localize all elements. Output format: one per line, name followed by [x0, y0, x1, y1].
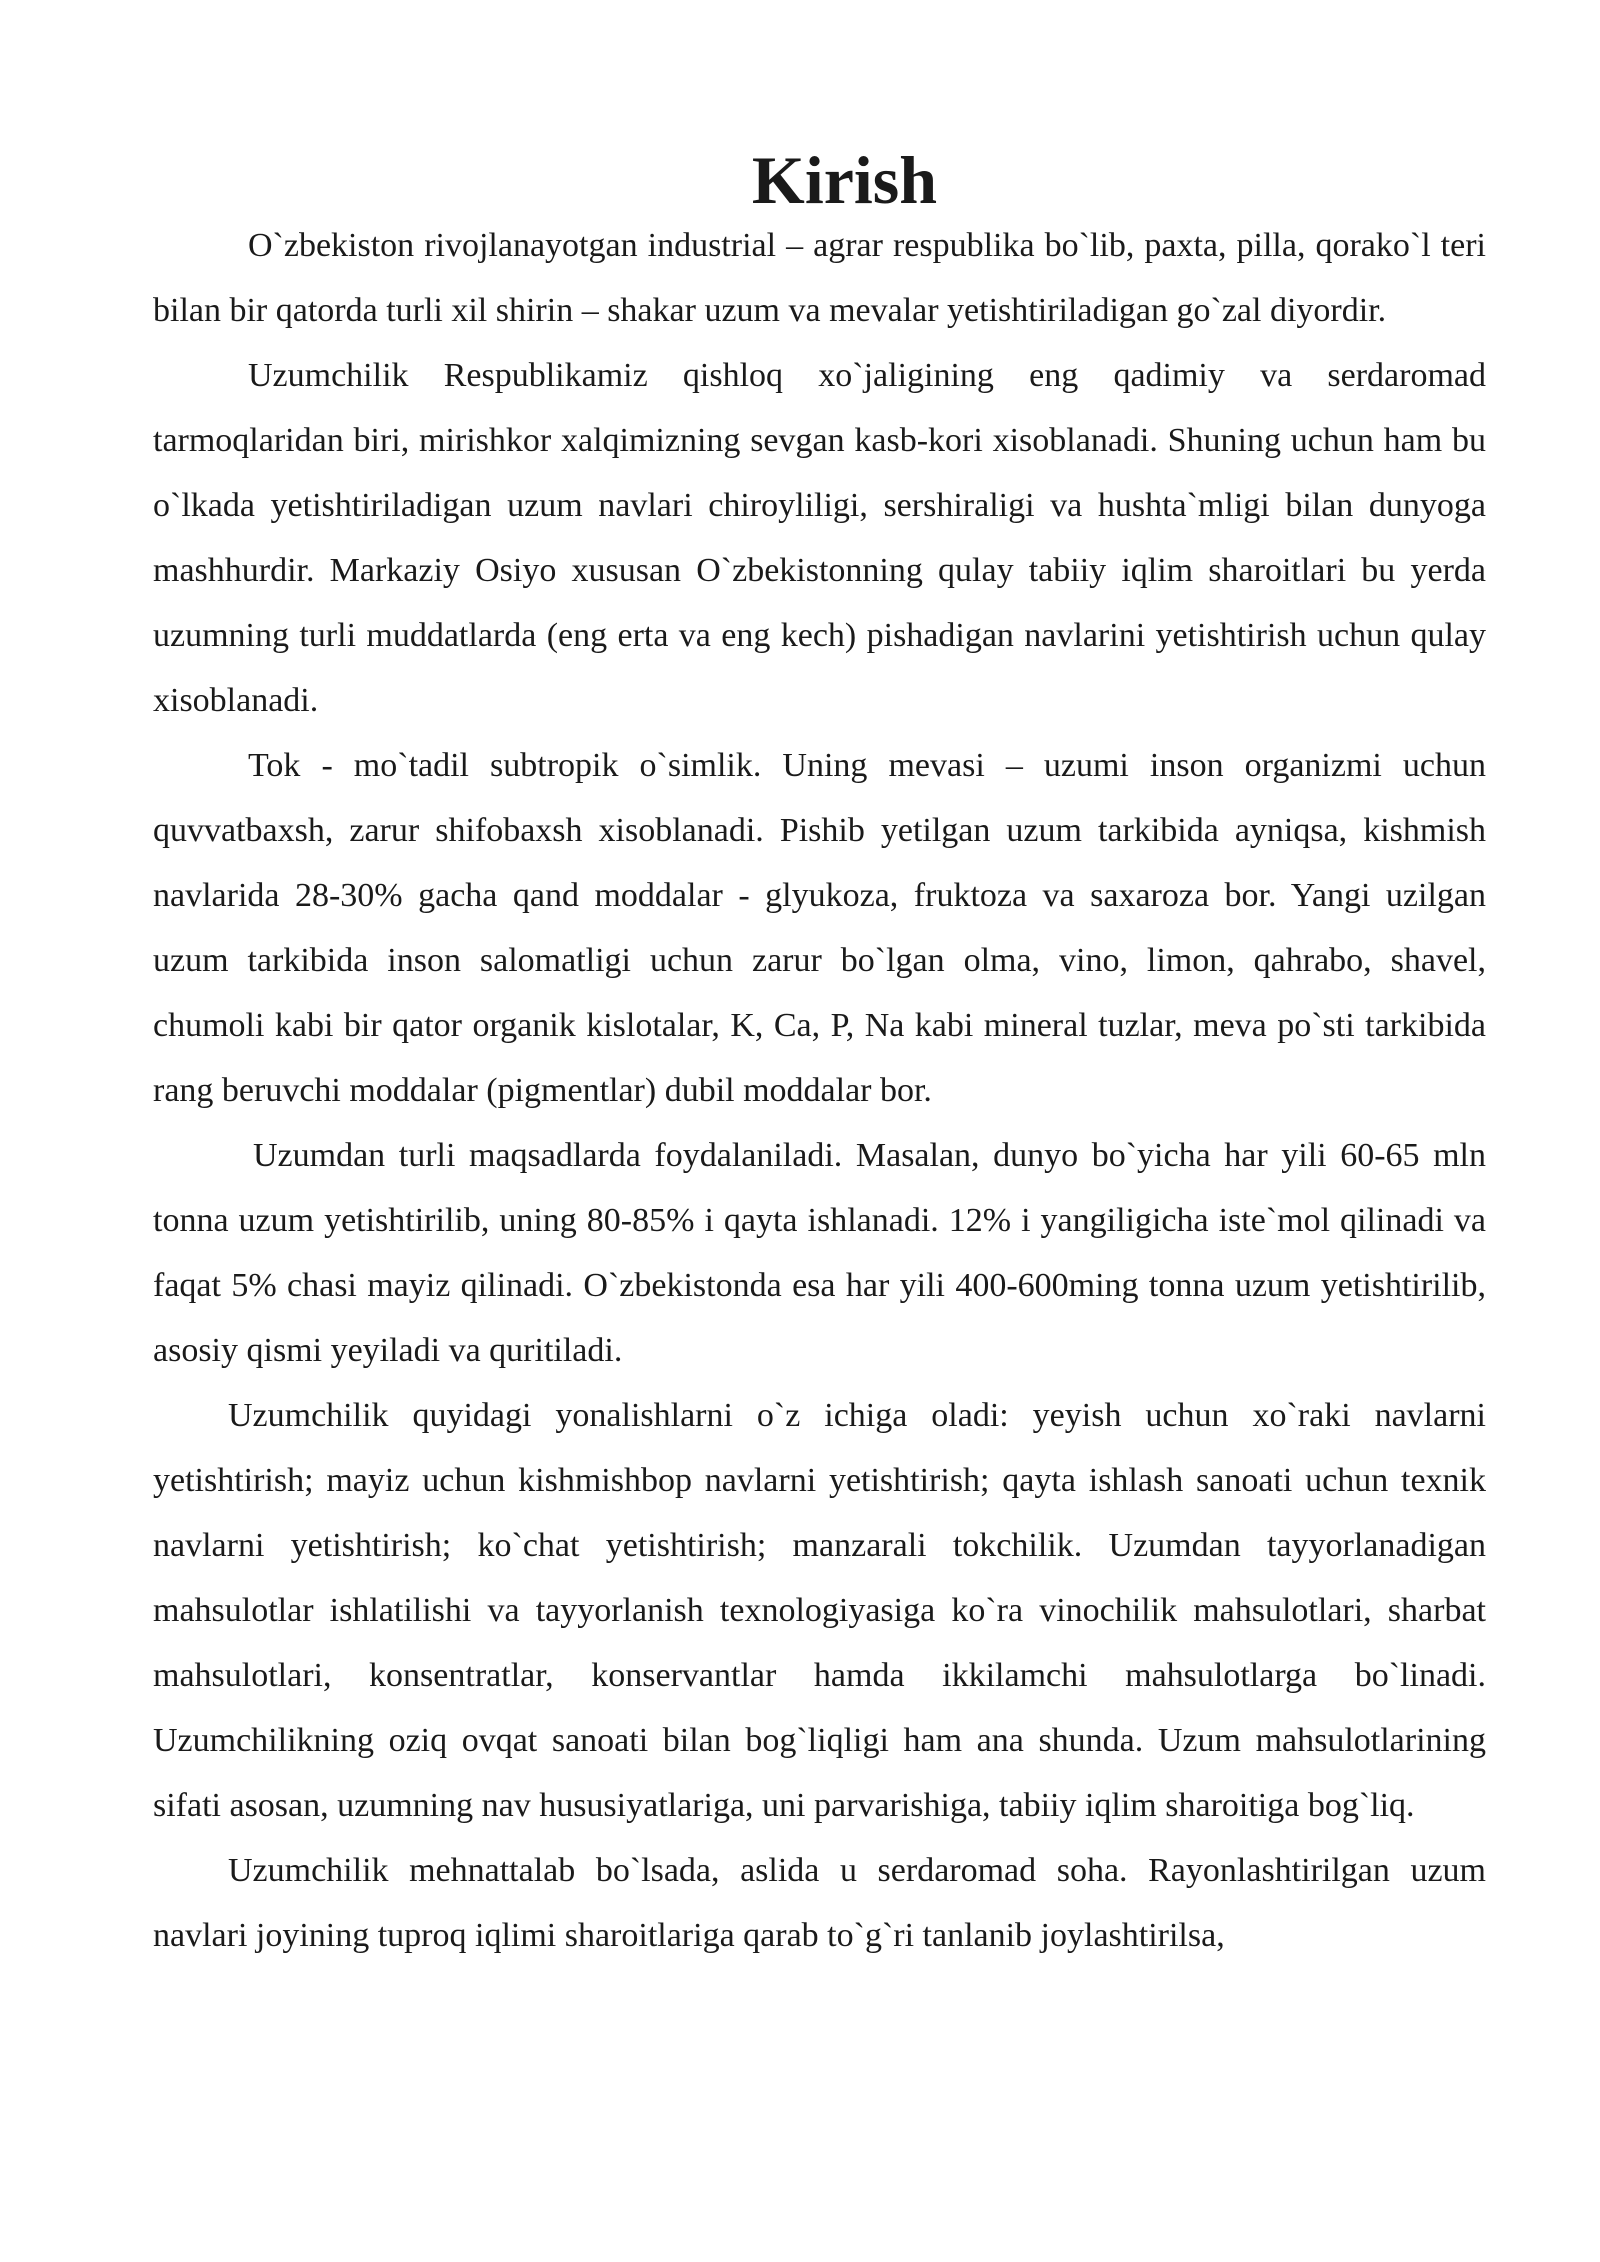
paragraph-viticulture: Uzumchilik Respublikamiz qishloq xo`jaligining eng qadimiy va serdaromad tarmoqlaridan biri, mirishkor xalqimizning sevgan kasb-kori xisoblanadi. Shuning uchun ham bu o`lkada yetishtiriladigan uzum navlari chiroyliligi, sershiraligi va hushta`mligi bilan dunyoga mashhurdir. Markaziy Osiyo xususan O`zbekistonning qulay tabiiy iqlim sharoitlari bu yerda uzumning turli muddatlarda (eng erta va eng kech) pishadigan navlarini yetishtirish uchun qulay xisoblanadi. — [153, 357, 1486, 719]
paragraph-vine: Tok - mo`tadil subtropik o`simlik. Uning mevasi – uzumi inson organizmi uchun quvvatbaxsh, zarur shifobaxsh xisoblanadi. Pishib yetilgan uzum tarkibida ayniqsa, kishmish navlarida 28-30% gacha qand moddalar - glyukoza, fruktoza va saxaroza bor. Yangi uzilgan uzum tarkibida inson salomatligi uchun zarur bo`lgan olma, vino, limon, qahrabo, shavel, chumoli kabi bir qator organik kislotalar, K, Ca, P, Na kabi mineral tuzlar, meva po`sti tarkibida rang beruvchi moddalar (pigmentlar) dubil moddalar bor. — [153, 747, 1486, 1109]
document-body — [153, 142, 1486, 1968]
document-title: Kirish — [751, 142, 938, 218]
paragraph-directions: Uzumchilik quyidagi yonalishlarni o`z ichiga oladi: yeyish uchun xo`raki navlarni yetishtirish; mayiz uchun kishmishbop navlarni yetishtirish; qayta ishlash sanoati uchun texnik navlarni yetishtirish; ko`chat yetishtirish; manzarali tokchilik. Uzumdan tayyorlanadigan mahsulotlar ishlatilishi va tayyorlanish texnologiyasiga ko`ra vinochilik mahsulotlari, sharbat mahsulotlari, konsentratlar, konservantlar hamda ikkilamchi mahsulotlarga bo`linadi. Uzumchilikning oziq ovqat sanoati bilan bog`liqligi ham ana shunda. Uzum mahsulotlarining sifati asosan, uzumning nav hususiyatlariga, uni parvarishiga, tabiiy iqlim sharoitiga bog`liq. — [153, 1397, 1486, 1824]
paragraph-usage: Uzumdan turli maqsadlarda foydalaniladi. Masalan, dunyo bo`yicha har yili 60-65 mln tonna uzum yetishtirilib, uning 80-85% i qayta ishlanadi. 12% i yangiligicha iste`mol qilinadi va faqat 5% chasi mayiz qilinadi. O`zbekistonda esa har yili 400-600ming tonna uzum yetishtirilib, asosiy qismi yeyiladi va quritiladi. — [153, 1137, 1486, 1369]
paragraph-intro: O`zbekiston rivojlanayotgan industrial – agrar respublika bo`lib, paxta, pilla, qorako`l teri bilan bir qatorda turli xil shirin – shakar uzum va mevalar yetishtiriladigan go`zal diyordir. — [153, 227, 1486, 329]
paragraph-profitability: Uzumchilik mehnattalab bo`lsada, aslida u serdaromad soha. Rayonlashtirilgan uzum navlari joyining tuproq iqlimi sharoitlariga qarab to`g`ri tanlanib joylashtirilsa, — [153, 1852, 1486, 1954]
